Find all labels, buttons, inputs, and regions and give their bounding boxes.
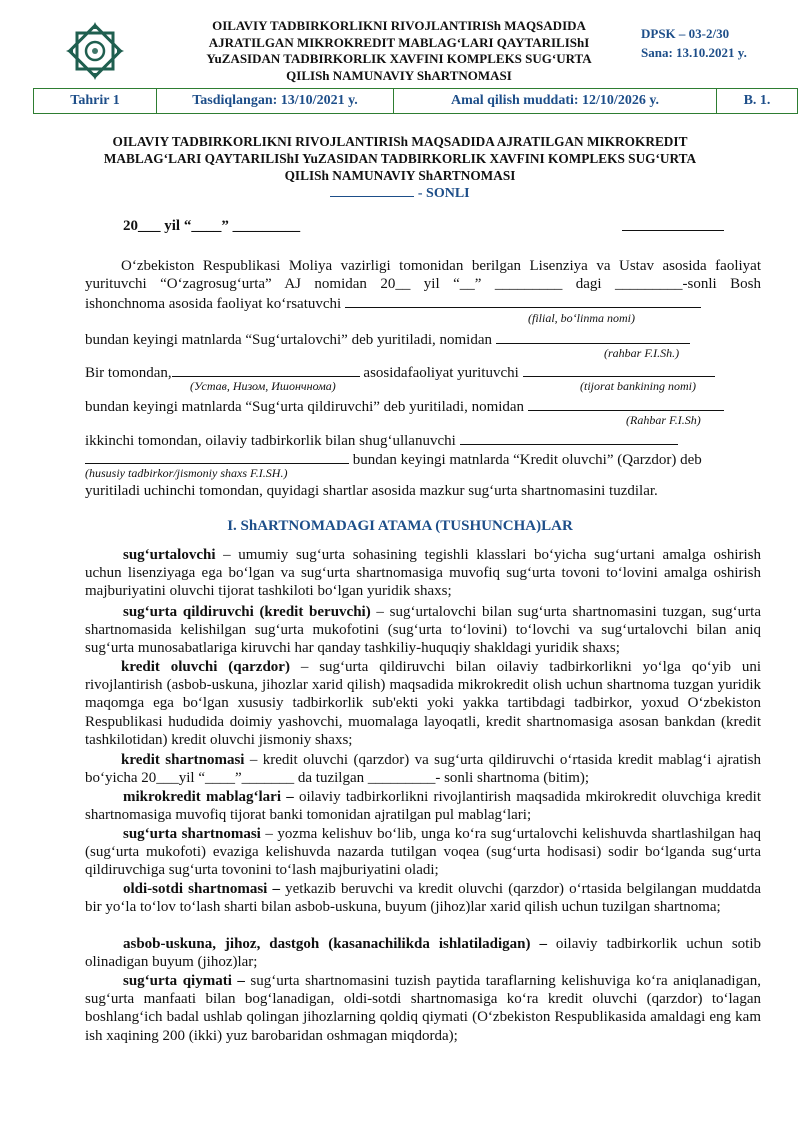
page-cell: B. 1. xyxy=(717,89,798,114)
title-line: MABLAG‘LARI QAYTARILIShI YuZASIDAN TADBIRKORLIK XAVFINI KOMPLEKS SUG‘URTA xyxy=(103,151,697,166)
contract-number-blank[interactable] xyxy=(330,184,414,197)
definition-sep: – xyxy=(289,659,320,675)
definition-term: sug‘urta qildiruvchi (kredit beruvchi) xyxy=(123,604,371,620)
basis-doc-blank[interactable] xyxy=(172,362,360,377)
definition-sep: – xyxy=(244,752,263,768)
definition-item xyxy=(85,935,761,971)
definition-sep xyxy=(547,936,556,952)
definition-text: oilaviy tadbirkorlikni rivojlantirish maqsadida mkirokredit oluvchiga kredit shartnomasiga muvofiq tijorat banki tomonidan ajratilgan pul mablag‘lari; xyxy=(85,789,761,824)
definition-item xyxy=(85,603,761,658)
note-branch: (filial, bo‘linma nomi) xyxy=(528,311,635,325)
validity-cell: Amal qilish muddati: 12/10/2026 y. xyxy=(394,89,717,114)
definition-text: sug‘urta shartnomasini tuzish paytida taraflarning kelishuviga ko‘ra aniqlanadigan, sug‘urta manfaati bilan bog‘lanadigan, oldi-sotdi shartnomasiga ko‘ra kredit oluvchi (qarzdor) to‘lagan boshlang‘ich badal ushlab qolingan jihozlarning qoldiq qiymati (O‘zbekiston Respublikasida amaldagi eng kam ish xaqining 200 (ikki) yuz barobaridan oshmagan miqdorda); xyxy=(85,973,762,1044)
intro-line: yurit​uvchi “O‘zagrosug‘urta” AJ nomidan 20__ yil “__” _________ dagi _________-sonli Bosh xyxy=(85,276,761,292)
definition-term: sug‘urta qiymati – xyxy=(123,973,245,989)
title-line: OILAVIY TADBIRKORLIKNI RIVOJLANTIRISh MAQSADIDA AJRATILGAN MIKROKREDIT xyxy=(112,134,688,149)
intro-text: bundan keyingi matnlarda “Sug‘urta qildiruvchi” deb yuritiladi, nomidan xyxy=(85,399,525,415)
definition-text: sug‘urta qildiruvchi bilan oilaviy tadbirkorlikni yo‘lga qo‘yib uni rivojlantirish (asbob-uskuna, jihozlar xarid qilish) maqsadida mikrokredit olish uchun shartnoma tuzgan yuridik maqomga ega bo‘lgan xususiy tadbirkorlik sub'ekti yoki yakka tartibdagi tadbirkor, yoxud O‘zbekiston Respublikasi hududida doimiy yashovchi, muomalaga layoqatli, kredit shartnomasiga asosan bankdan (kredit tashkilotidan) kredit oluvchi jismoniy shaxs; xyxy=(85,659,762,748)
document-title xyxy=(60,133,740,202)
intro-text: ishonchnoma asosida faoliyat ko‘rsatuvchi xyxy=(85,296,342,312)
definition-text: yozma kelishuv bo‘lib, unga ko‘ra sug‘urtalovchi kelishuvda shartlashilgan haq (sug‘urta mukofoti) evaziga kelishuvda nazarda tutilgan voqea (sug‘urta hodisasi) sodir bo‘lganda sug‘urta qildiruvchiga sug‘urta tovonini to‘lash majburiyatini oladi; xyxy=(85,826,761,879)
intro-text: bundan keyingi matnlarda “Sug‘urtalovchi” deb yuritiladi, nomidan xyxy=(85,332,492,348)
document-date: Sana: 13.10.2021 y. xyxy=(641,45,747,60)
definition-item xyxy=(85,880,761,916)
definition-text: umumiy sug‘urta sohasining tegishli klasslari bo‘yicha sug‘urtani amalga oshirish uchun lisenziyaga ega bo‘lgan va sug‘urta shartnomasiga muvofiq sug‘urta tovoni to‘lovini amalga oshirish majburiyatini oluvchi tijorat tashkiloti bo‘lgan yuridik shaxs; xyxy=(85,547,761,600)
bank-name-blank[interactable] xyxy=(523,362,715,377)
note-bank: (tijorat bankining nomi) xyxy=(580,379,696,393)
branch-name-blank[interactable] xyxy=(345,293,701,308)
insured-head-blank[interactable] xyxy=(528,396,724,411)
sonli-label: - SONLI xyxy=(417,186,470,201)
definition-term: sug‘urtalovchi xyxy=(123,547,216,563)
intro-line: yuritiladi uchinchi tomondan, quyidagi shartlar asosida mazkur sug‘urta shartnomasini tuzdilar. xyxy=(85,483,658,499)
definition-item xyxy=(85,546,761,601)
definition-term: mikrokredit mablag‘lari – xyxy=(123,789,294,805)
intro-line xyxy=(85,293,761,313)
place-blank[interactable] xyxy=(622,230,724,231)
definition-item xyxy=(85,751,761,787)
definition-text: sug‘urtalovchi bilan sug‘urta shartnomasini tuzgan, sug‘urta shartnomasida kelishilgan sug‘urta mukofotini (sug‘urta to‘lovini) to‘lovchi va sug‘urtalovchi bilan aniq sug‘urta munosabatlariga kiruvchi har qanday tashkiliy-huquqiy shakldagi yuridik shaxs; xyxy=(85,604,761,657)
edition-cell: Tahrir 1 xyxy=(34,89,157,114)
definition-item xyxy=(85,825,761,880)
note-head: (Rahbar F.I.Sh) xyxy=(626,413,701,427)
definition-term: kredit shartnomasi xyxy=(121,752,245,768)
entrepreneur-blank[interactable] xyxy=(460,430,678,445)
intro-line xyxy=(85,430,761,450)
person-name-blank[interactable] xyxy=(85,449,349,464)
section-title: I. ShARTNOMADAGI ATAMA (TUSHUNCHA)LAR xyxy=(227,518,573,534)
note-docs: (Устав, Низом, Ишончнома) xyxy=(190,379,336,393)
document-info-table xyxy=(33,88,798,114)
company-logo-icon xyxy=(64,20,126,82)
header-title-line: QILISh NAMUNAVIY ShARTNOMASI xyxy=(286,67,512,83)
definition-item xyxy=(85,788,761,824)
definition-term: sug‘urta shartnomasi xyxy=(123,826,261,842)
definition-item xyxy=(85,972,761,1045)
definition-term: oldi-sotdi shartnomasi – xyxy=(123,881,280,897)
header-title xyxy=(160,18,638,84)
definition-term: asbob-uskuna, jihoz, dastgoh (kasanachilikda ishlatiladigan) – xyxy=(123,936,547,952)
approved-cell: Tasdiqlangan: 13/10/2021 y. xyxy=(157,89,394,114)
intro-line: O‘zbekiston Respublikasi Moliya vazirligi tomonidan berilgan Lisenziya va Ustav asosida faoliyat xyxy=(121,258,761,274)
intro-text: bundan keyingi matnlarda “Kredit oluvchi” (Qarzdor) deb xyxy=(352,452,702,468)
document-code: DPSK – 03-2/30 xyxy=(641,26,730,41)
definition-term: kredit oluvchi (qarzdor) xyxy=(121,659,290,675)
contract-number-line xyxy=(60,184,740,202)
header-title-line: OILAVIY TADBIRKORLIKNI RIVOJLANTIRISh MAQSADIDA xyxy=(212,18,586,33)
intro-text: asosidafaoliyat yuritu​vchi xyxy=(363,365,519,381)
definition-sep: – xyxy=(215,547,239,563)
title-line: QILISh NAMUNAVIY ShARTNOMASI xyxy=(284,168,516,183)
intro-text: ikkinchi tomondan, oilaviy tadbirkorlik bilan shug‘ullanuvchi xyxy=(85,433,456,449)
header-title-line: YuZASIDAN TADBIRKORLIK XAVFINI KOMPLEKS SUG‘URTA xyxy=(206,51,592,66)
definition-text: oilaviy tadbirkorlik uchun sotib olinadigan buyum (jihoz)lar; xyxy=(85,936,761,971)
head-name-blank[interactable] xyxy=(496,329,690,344)
header-meta xyxy=(641,24,747,62)
contract-date: 20___ yil “____” _________ xyxy=(123,218,301,234)
definition-text: yetkazib beruvchi va kredit oluvchi (qarzdor) o‘rtasida belgilangan muddatda bir yo‘la to‘lov to‘lash sharti bilan asbob-uskuna, buyum (jihoz)lar xarid qilish uchun tuzilgan shartnoma; xyxy=(85,881,762,916)
definition-sep: – xyxy=(260,826,278,842)
note-person: (hususiy tadbirkor/jismoniy shaxs F.I.SH.) xyxy=(85,466,288,480)
definition-text: kredit oluvchi (qarzdor) va sug‘urta qildiruvchi o‘rtasida kredit mablag‘i ajratish bo‘yicha 20___yil “____”_______ da tuzilgan _________- sonli shartnoma (bitim); xyxy=(85,752,761,787)
note-head: (rahbar F.I.Sh.) xyxy=(604,346,680,360)
intro-text: Bir tomondan, xyxy=(85,365,172,381)
definition-item xyxy=(85,658,761,749)
definition-sep: – xyxy=(370,604,390,620)
header-title-line: AJRATILGAN MIKROKREDIT MABLAG‘LARI QAYTARILIShI xyxy=(208,34,590,50)
